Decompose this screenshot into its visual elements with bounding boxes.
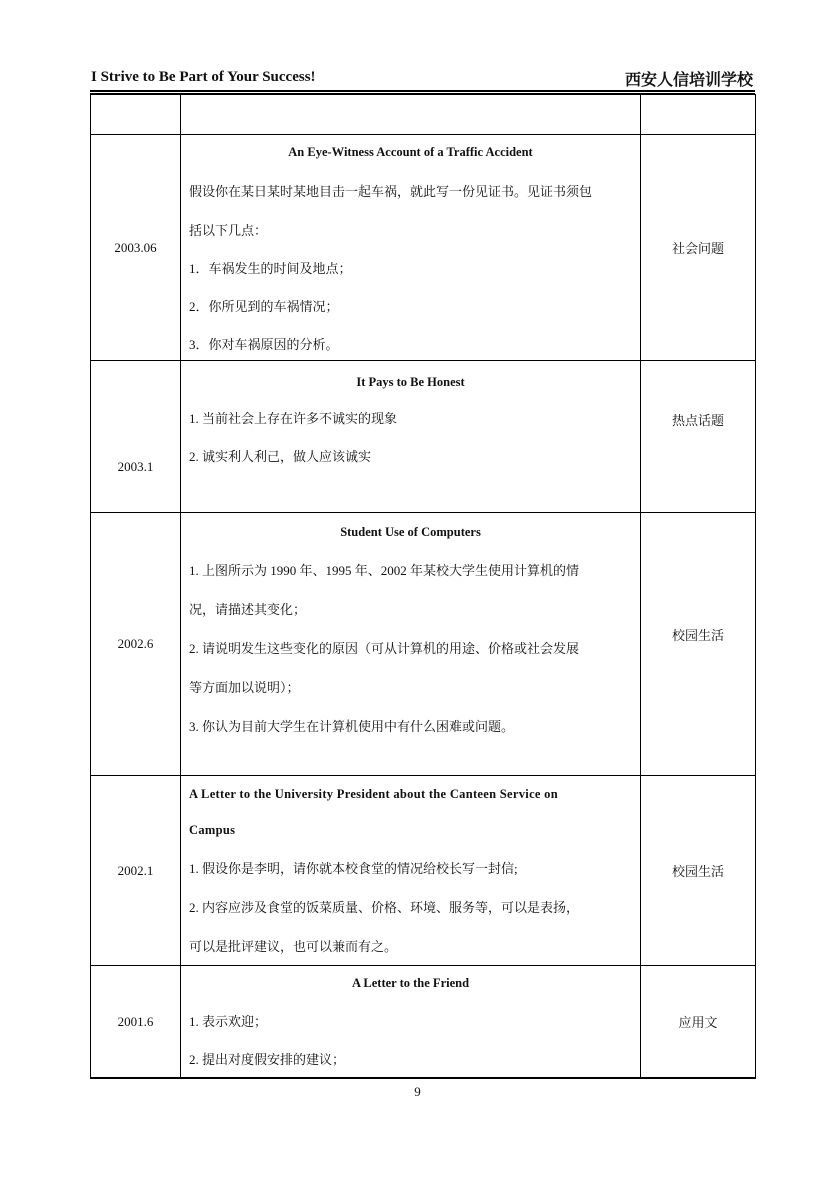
category-cell: 应用文 [641,966,756,1079]
essay-topics-table [90,94,756,1079]
requirement-line: 况，请描述其变化； [189,602,307,617]
table-row [91,966,756,1079]
requirement-line: 3．你对车祸原因的分析。 [189,336,339,352]
requirement-line: 括以下几点： [189,222,268,238]
empty-cell [181,95,641,135]
content-cell [181,513,641,776]
category-cell: 校园生活 [641,776,756,966]
requirement-line: 1．车祸发生的时间及地点； [189,260,352,276]
requirement-line: 2．你所见到的车祸情况； [189,298,339,314]
table-row [91,513,756,776]
date-cell: 2003.06 [91,135,181,361]
category-cell: 校园生活 [641,513,756,776]
requirement-line: 2. 请说明发生这些变化的原因（可从计算机的用途、价格或社会发展 [189,641,580,656]
content-cell [181,776,641,966]
category-cell: 热点话题 [641,361,756,513]
requirement-line: 可以是批评建议，也可以兼而有之。 [189,939,398,954]
topic-title-continued: Campus [189,823,236,837]
topic-title: An Eye-Witness Account of a Traffic Accident [288,144,533,159]
content-cell [181,135,641,361]
empty-cell [91,95,181,135]
topic-title: A Letter to the Friend [351,976,470,990]
requirement-line: 1. 表示欢迎； [189,1014,268,1029]
requirement-line: 假设你在某日某时某地目击一起车祸，就此写一份见证书。见证书须包 [189,183,593,199]
requirement-line: 2. 提出对度假安排的建议； [189,1052,346,1067]
date-cell: 2002.1 [91,776,181,966]
requirement-line: 2. 诚实利人利己，做人应该诚实 [189,449,372,464]
requirement-line: 3. 你认为目前大学生在计算机使用中有什么困难或问题。 [189,719,515,734]
header-slogan: I Strive to Be Part of Your Success! [91,69,316,85]
table-row-empty [91,95,756,135]
requirement-line: 1. 上图所示为 1990 年、1995 年、2002 年某校大学生使用计算机的情 [189,563,580,578]
table-row [91,776,756,966]
header-school-name: 西安人信培训学校 [624,70,753,89]
date-cell: 2003.1 [91,361,181,513]
date-cell: 2002.6 [91,513,181,776]
topic-title: Student Use of Computers [340,525,481,539]
table-row [91,135,756,361]
requirement-line: 2. 内容应涉及食堂的饭菜质量、价格、环境、服务等，可以是表扬， [189,900,580,915]
topic-title: It Pays to Be Honest [356,375,465,389]
topic-title: A Letter to the University President about the Canteen Service on [189,787,558,801]
page-number: 9 [414,1084,421,1099]
empty-cell [641,95,756,135]
requirement-line: 等方面加以说明）； [189,680,300,695]
category-cell: 社会问题 [641,135,756,361]
header-rule [90,90,755,92]
requirement-line: 1. 假设你是李明，请你就本校食堂的情况给校长写一封信; [189,861,518,876]
date-cell: 2001.6 [91,966,181,1079]
content-cell [181,966,641,1079]
content-cell [181,361,641,513]
table-row [91,361,756,513]
requirement-line: 1. 当前社会上存在许多不诚实的现象 [189,411,398,426]
